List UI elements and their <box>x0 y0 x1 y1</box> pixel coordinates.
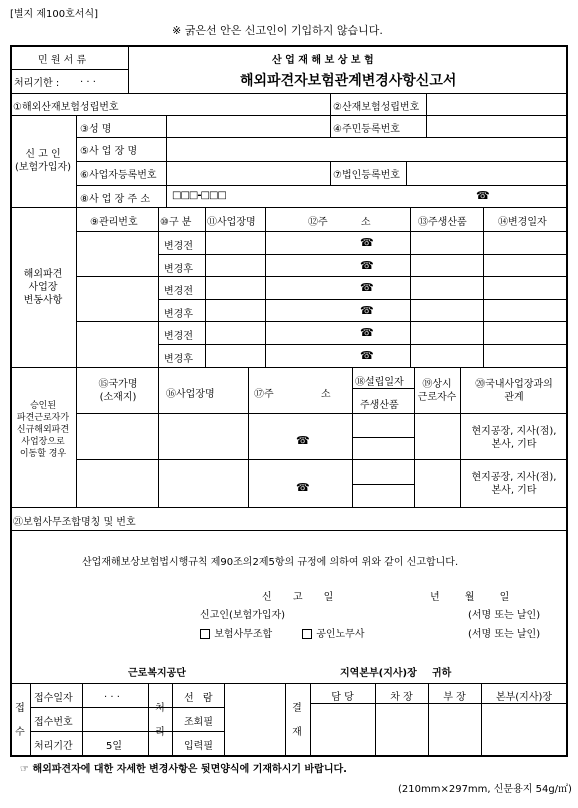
footer-note: ☞ 해외파견자에 대한 자세한 변경사항은 뒷면양식에 기재하시기 바랍니다. <box>20 764 347 775</box>
addressee-suffix: 귀하 <box>432 668 452 679</box>
row-before-3: 변경전 <box>164 331 193 342</box>
form-title: 해외파견자보험관계변경사항신고서 <box>240 73 457 89</box>
receipt-date-label: 접수일자 <box>34 693 73 704</box>
role-branch-head: 본부(지사)장 <box>495 692 553 703</box>
civil-document-label: 민 원 서 류 <box>38 55 87 66</box>
reporter-section-label: 신 고 인 (보험가입자) <box>14 149 72 173</box>
review-label: 선 람 <box>184 693 213 704</box>
paper-spec: (210mm×297mm, 신문용지 54g/㎡) <box>398 784 572 795</box>
col-business-name-2: ⑯사업장명 <box>166 389 215 400</box>
row-after-1: 변경후 <box>164 264 193 275</box>
processing-section-label: 처 리 <box>155 703 165 738</box>
col-founded-date: ⑱설립일자 <box>355 377 404 388</box>
checkbox-icon[interactable] <box>302 629 312 639</box>
col-main-product: ⑬주생산품 <box>418 217 467 228</box>
phone-icon: ☎ <box>296 434 310 447</box>
signature-label-1: (서명 또는 날인) <box>468 610 541 621</box>
name-label: ③성 명 <box>80 124 112 135</box>
phone-icon: ☎ <box>476 189 490 202</box>
relation-options-1[interactable]: 현지공장, 지사(점), 본사, 기타 <box>471 426 557 450</box>
phone-icon: ☎ <box>360 304 374 317</box>
report-date-units[interactable]: 년 월 일 <box>430 592 510 603</box>
receipt-section-label: 접 수 <box>15 703 25 738</box>
phone-icon: ☎ <box>360 326 374 339</box>
phone-icon: ☎ <box>296 481 310 494</box>
postal-code-boxes[interactable]: □□□-□□□ <box>172 190 226 201</box>
col-country: ⑮국가명 (소재지) <box>98 379 138 403</box>
signature-label-2: (서명 또는 날인) <box>468 629 541 640</box>
col-category: ⑩구 분 <box>160 217 192 228</box>
approval-section-label: 결 재 <box>292 703 302 738</box>
business-name-label: ⑤사 업 장 명 <box>80 146 138 157</box>
col-main-product-2: 주생산품 <box>360 400 399 411</box>
form-number: [별지 제100호서식] <box>10 9 99 20</box>
corporate-registration-label: ⑦법인등록번호 <box>333 170 400 181</box>
col-change-date: ⑭변경일자 <box>498 217 547 228</box>
col-regular-workers: ⑲상시 근로자수 <box>417 379 457 403</box>
processing-deadline-value[interactable]: . . . <box>80 74 96 85</box>
notice-text: ※ 굵은선 안은 신고인이 기입하지 않습니다. <box>172 24 383 37</box>
row-before-2: 변경전 <box>164 286 193 297</box>
processing-period-label: 처리기간 <box>34 741 73 752</box>
receipt-date-value[interactable]: . . . <box>104 689 120 700</box>
row-after-3: 변경후 <box>164 354 193 365</box>
input-done-label: 입력필 <box>184 741 213 752</box>
rrn-label: ④주민등록번호 <box>333 124 400 135</box>
col-business-name: ⑪사업장명 <box>207 217 256 228</box>
role-staff: 담 당 <box>331 692 354 703</box>
change-section-label: 해외파견 사업장 변동사항 <box>23 269 63 306</box>
labor-attorney-checkbox[interactable]: 공인노무사 <box>302 625 365 640</box>
declaration-statement: 산업재해보상보험법시행규칙 제90조의2제5항의 규정에 의하여 위와 같이 신고합니다. <box>82 557 459 568</box>
union-name-label: ㉑보험사무조합명칭 및 번호 <box>13 517 136 528</box>
phone-icon: ☎ <box>360 281 374 294</box>
branch-head-label: 지역본부(지사)장 <box>340 668 417 679</box>
row-before-1: 변경전 <box>164 241 193 252</box>
row-after-2: 변경후 <box>164 309 193 320</box>
agency-name: 근로복지공단 <box>128 668 186 679</box>
inquiry-done-label: 조회필 <box>184 717 213 728</box>
industrial-insurance-number-label: ②산재보험성립번호 <box>333 102 420 113</box>
checkbox-icon[interactable] <box>200 629 210 639</box>
role-deputy: 차 장 <box>390 692 413 703</box>
phone-icon: ☎ <box>360 349 374 362</box>
role-manager: 부 장 <box>443 692 466 703</box>
phone-icon: ☎ <box>360 259 374 272</box>
col-management-number: ⑨관리번호 <box>90 217 138 228</box>
processing-period-value: 5일 <box>106 741 123 752</box>
reporter-label: 신고인(보험가입자) <box>200 610 286 621</box>
overseas-insurance-number-label: ①해외산재보험성립번호 <box>13 102 119 113</box>
business-address-label: ⑧사 업 장 주 소 <box>80 194 150 205</box>
col-address-2: ⑰주 소 <box>254 389 331 400</box>
receipt-number-label: 접수번호 <box>34 717 73 728</box>
approved-section-label: 승인된 파견근로자가 신규해외파견 사업장으로 이동할 경우 <box>16 401 70 459</box>
union-checkbox[interactable]: 보험사무조합 <box>200 625 272 640</box>
business-registration-label: ⑥사업자등록번호 <box>80 170 157 181</box>
col-domestic-relation: ⑳국내사업장과의 관계 <box>475 379 553 403</box>
processing-deadline-label: 처리기한 : <box>14 78 60 89</box>
phone-icon: ☎ <box>360 236 374 249</box>
report-date-label: 신 고 일 <box>262 592 334 603</box>
col-address: ⑫주 소 <box>308 217 371 228</box>
relation-options-2[interactable]: 현지공장, 지사(점), 본사, 기타 <box>471 472 557 496</box>
agency-subtitle: 산 업 재 해 보 상 보 험 <box>272 55 374 66</box>
